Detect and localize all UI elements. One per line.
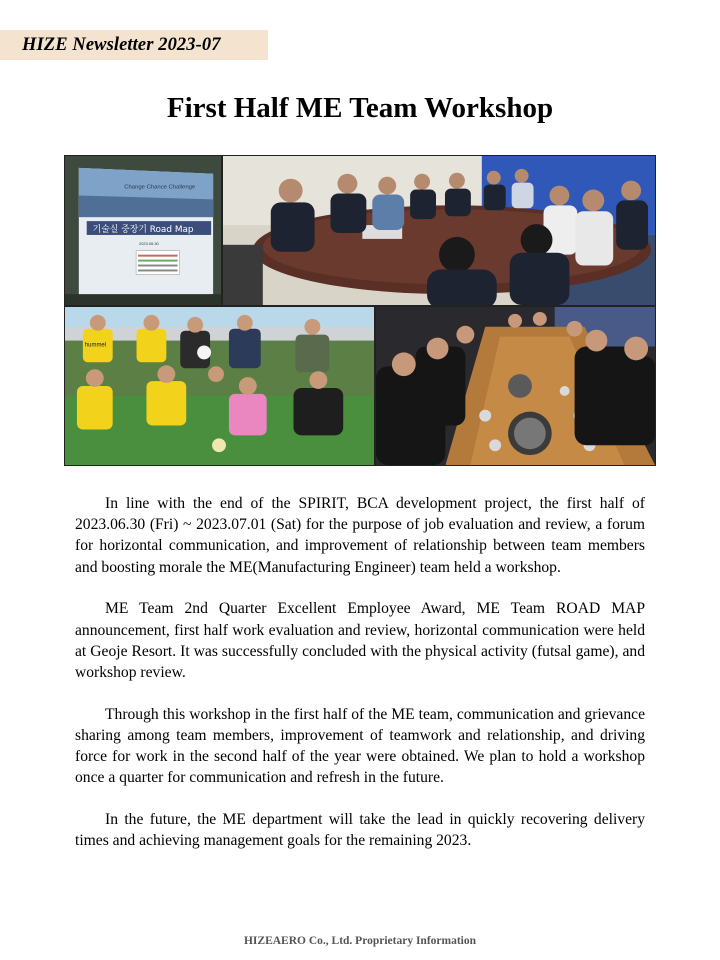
photo-meeting xyxy=(222,155,656,306)
photo-presentation xyxy=(64,155,222,306)
paragraph-1: In line with the end of the SPIRIT, BCA development project, the first half of 2023.06.30 (Fri) ~ 2023.07.01 (Sat) for the purpose of job evaluation and review, a forum for horizontal communication, and improvement of relationship between team members and boosting morale the ME(Manufacturing Engineer) team held a workshop. xyxy=(75,495,645,576)
slide-heading-text: 기술실 중장기 Road Map xyxy=(92,224,194,235)
newsletter-badge xyxy=(0,30,268,60)
newsletter-badge-text: HIZE Newsletter 2023-07 xyxy=(22,34,221,55)
photo-futsal xyxy=(64,306,375,466)
article-body xyxy=(75,493,645,872)
paragraph-4: In the future, the ME department will take the lead in quickly recovering delivery times and achieving management goals for the remaining 2023. xyxy=(75,810,645,850)
page-title: First Half ME Team Workshop xyxy=(166,92,554,124)
futsal-jersey-text: hummel xyxy=(84,342,107,349)
slide-date-text: 2023.06.30 xyxy=(139,240,159,246)
paragraph-3: Through this workshop in the first half of the ME team, communication and grievance sharing among team members, improvement of teamwork and relationship, and driving force for work in the second half of the year were obtained. We plan to hold a workshop once a quarter for communication and refresh in the future. xyxy=(75,705,645,787)
slide-title-text: Change Chance Challenge xyxy=(124,184,196,191)
photo-dinner xyxy=(375,306,656,466)
paragraph-2: ME Team 2nd Quarter Excellent Employee Award, ME Team ROAD MAP announcement, first half work evaluation and review, horizontal communication were held at Geoje Resort. It was successfully concluded with the physical activity (futsal game), and workshop review. xyxy=(75,600,645,681)
footer-proprietary: HIZEAERO Co., Ltd. Proprietary Information xyxy=(243,935,477,947)
